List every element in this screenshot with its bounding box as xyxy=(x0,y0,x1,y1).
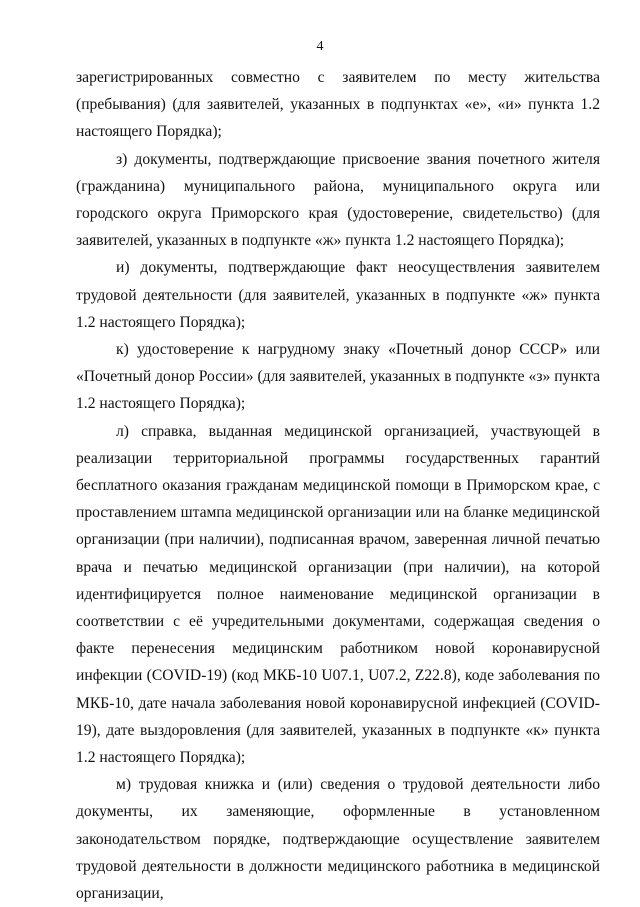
page-number: 4 xyxy=(316,39,324,54)
document-body xyxy=(76,64,600,907)
paragraph-item-l: л) справка, выданная медицинской организацией, участвующей в реализации территориальной программы государственных гарантий бесплатного оказания гражданам медицинской помощи в Приморском крае, с проставлением штампа медицинской организации или на бланке медицинской организации (при наличии), подписанная врачом, заверенная личной печатью врача и печатью медицинской организации (при наличии), на которой идентифицируется полное наименование медицинской организации в соответствии с её учредительными документами, содержащая сведения о факте перенесения медицинским работником новой коронавирусной инфекции (COVID-19) (код МКБ-10 U07.1, U07.2, Z22.8), коде заболевания по МКБ-10, дате начала заболевания новой коронавирусной инфекцией (COVID-19), дате выздоровления (для заявителей, указанных в подпункте «к» пункта 1.2 настоящего Порядка); xyxy=(76,422,600,767)
paragraph-continuation: зарегистрированных совместно с заявителем по месту жительства (пребывания) (для заявителей, указанных в подпунктах «е», «и» пункта 1.2 настоящего Порядка); xyxy=(76,69,600,141)
paragraph-item-z: з) документы, подтверждающие присвоение звания почетного жителя (гражданина) муниципального района, муниципального округа или городского округа Приморского края (удостоверение, свидетельство) (для заявителей, указанных в подпункте «ж» пункта 1.2 настоящего Порядка); xyxy=(76,150,600,250)
paragraph-item-k: к) удостоверение к нагрудному знаку «Почетный донор СССР» или «Почетный донор России» (для заявителей, указанных в подпункте «з» пункта 1.2 настоящего Порядка); xyxy=(76,341,600,413)
paragraph-item-i: и) документы, подтверждающие факт неосуществления заявителем трудовой деятельности (для заявителей, указанных в подпункте «ж» пункта 1.2 настоящего Порядка); xyxy=(76,259,600,331)
paragraph-item-m: м) трудовая книжка и (или) сведения о трудовой деятельности либо документы, их заменяющие, оформленные в установленном законодательством порядке, подтверждающие осуществление заявителем трудовой деятельности в должности медицинского работника в медицинской организации, xyxy=(76,776,600,903)
